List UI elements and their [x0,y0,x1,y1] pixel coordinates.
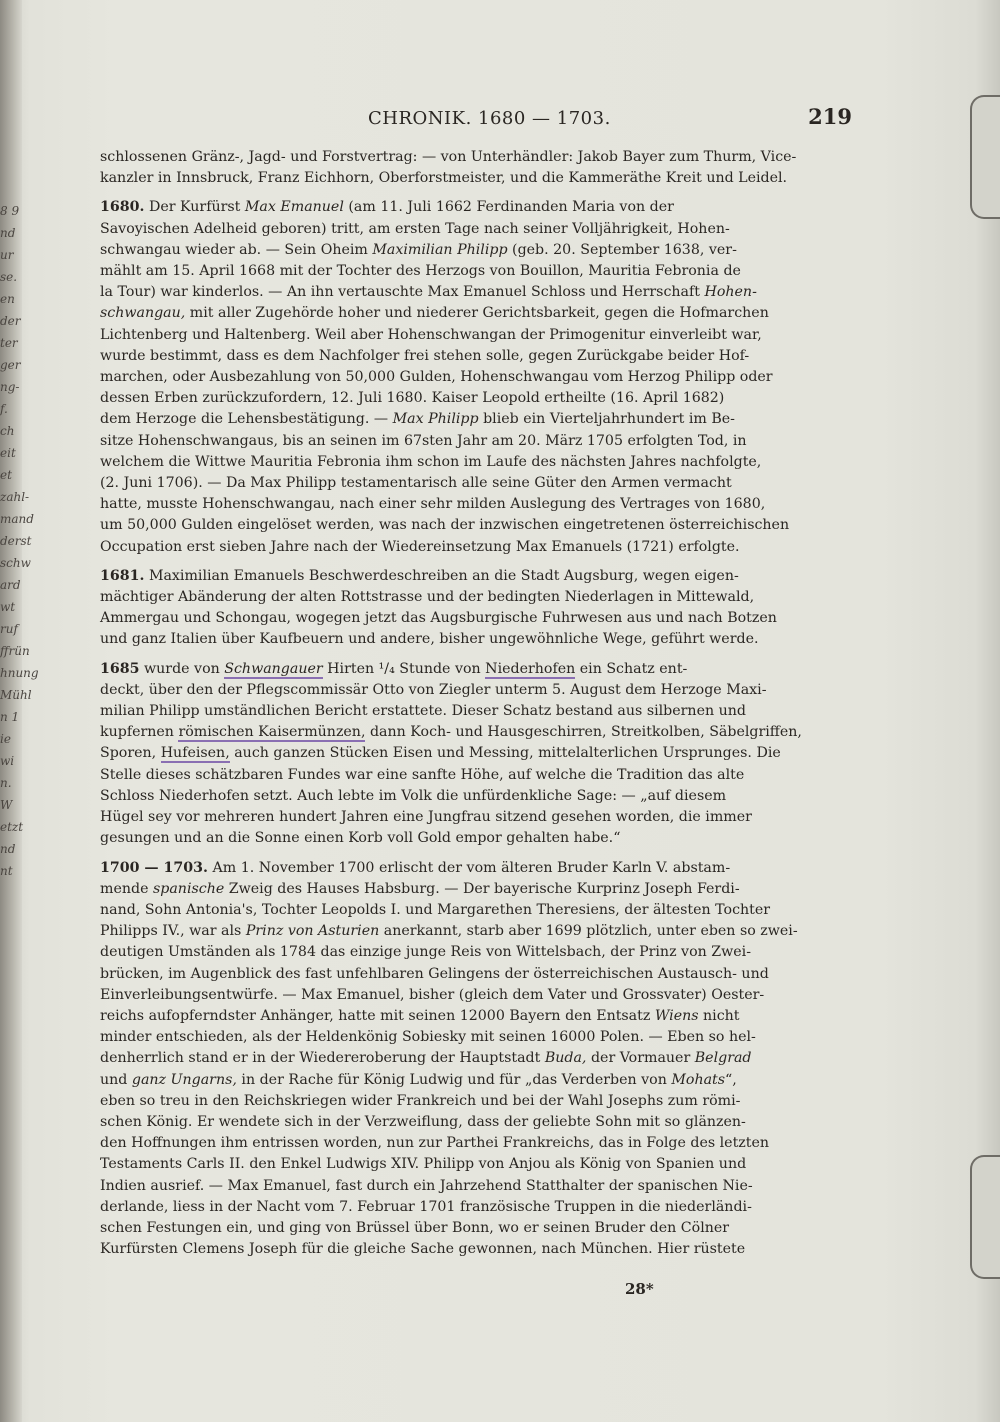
text-line: Testaments Carls II. den Enkel Ludwigs XIV. Philipp von Anjou als König von Spanien und [100,1156,747,1173]
paragraph-1685 [100,659,852,850]
italic-name: schwangau, [100,305,186,322]
text-line: marchen, oder Ausbezahlung von 50,000 Gulden, Hohenschwangau vom Herzog Philipp oder [100,369,773,386]
text-line [100,282,852,303]
text-run: in der Rache für König Ludwig und für „das Verderben von [236,1071,672,1088]
text-run: Am 1. November 1700 erlischt der vom älteren Bruder Karln V. abstam- [207,859,731,876]
text-line [100,197,852,218]
facing-page-edge [0,0,39,1422]
text-line [100,659,852,680]
paragraph-intro [100,147,852,189]
text-line [100,743,852,764]
text-line: Occupation erst sieben Jahre nach der Wiedereinsetzung Max Emanuels (1721) erfolgte. [100,538,740,555]
text-line [100,858,852,879]
text-run: (geb. 20. September 1638, ver- [507,241,737,258]
text-line: welchem die Wittwe Mauritia Febronia ihm schon im Laufe des nächsten Jahres nachfolgte, [100,453,762,470]
italic-place-name: Buda, [544,1050,587,1067]
text-run: mende [100,880,153,897]
text-line: Ammergau und Schongau, wogegen jetzt das Augsburgische Fuhrwesen aus und nach Botzen [100,610,777,627]
italic-name: Max Philipp [392,411,479,428]
text-run: reichs aufopferndster Anhänger, hatte mit seinen 12000 Bayern den Entsatz [100,1007,655,1024]
text-line: Einverleibungsentwürfe. — Max Emanuel, bisher (gleich dem Vater und Grossvater) Oester- [100,986,765,1003]
text-run: ein Schatz ent- [575,660,688,677]
italic-place-name: Mohats [671,1071,726,1088]
running-header [100,104,852,140]
italic-place-name: ganz Ungarns, [131,1071,237,1088]
text-run: dem Herzoge die Lehensbestätigung. — [100,411,393,428]
text-line: Hügel sey vor mehreren hundert Jahren eine Jungfrau sitzend gesehen worden, die immer [100,809,752,826]
text-line: deckt, über den der Pflegscommissär Otto von Ziegler unterm 5. August dem Herzoge Maxi- [100,681,767,698]
italic-title: Prinz von Asturien [245,923,380,940]
text-line: Schloss Niederhofen setzt. Auch lebte im Volk die unfürdenkliche Sage: — „auf diesem [100,787,727,804]
text-line: sitze Hohenschwangaus, bis an seinen im 67sten Jahr am 20. März 1705 erfolgten Tod, in [100,432,747,449]
text-line: und ganz Italien über Kaufbeuern und andere, bisher ungewöhnliche Wege, geführt werde. [100,631,759,648]
underlined-phrase: römischen Kaisermünzen, [178,724,366,741]
text-line: (2. Juni 1706). — Da Max Philipp testamentarisch alle seine Güter den Armen vermacht [100,475,732,492]
italic-place-name: Wiens [654,1007,699,1024]
text-run: Sporen, [100,745,161,762]
text-run: anerkannt, starb aber 1699 plötzlich, unter eben so zwei- [379,923,798,940]
underlined-place-name: Schwangauer [224,660,323,677]
text-line [100,566,852,587]
text-run: Zweig des Hauses Habsburg. — Der bayerische Kurprinz Joseph Ferdi- [224,880,740,897]
italic-name: Maximilian Philipp [372,241,508,258]
text-line [100,1048,852,1069]
text-run: und [100,1071,132,1088]
text-line: brücken, im Augenblick des fast unfehlbaren Gelingens der österreichischen Austausch- und [100,965,769,982]
text-run: schwangau wieder ab. — Sein Oheim [100,241,373,258]
text-run: nicht [698,1007,740,1024]
text-line: schlossenen Gränz-, Jagd- und Forstvertrag: — von Unterhändler: Jakob Bayer zum Thurm, Vice- [100,149,797,165]
text-line: eben so treu in den Reichskriegen wider Frankreich und bei der Wahl Josephs zum römi- [100,1092,741,1109]
page-number: 219 [808,104,852,129]
text-line: Stelle dieses schätzbaren Fundes war eine sanfte Höhe, auf welche die Tradition das alte [100,766,745,783]
text-line: wurde bestimmt, dass es dem Nachfolger frei stehen solle, gegen Zurückgabe beider Hof- [100,347,750,364]
text-run: (am 11. Juli 1662 Ferdinanden Maria von der [343,199,674,216]
text-run: wurde von [139,660,225,677]
year-heading: 1700 — 1703. [100,859,208,876]
text-line: schen König. Er wendete sich in der Verzweiflung, dass der geliebte Sohn mit so glänzen- [100,1113,746,1130]
text-line: nand, Sohn Antonia's, Tochter Leopolds I. und Margarethen Theresiens, der ältesten Tochter [100,901,771,918]
text-line [100,240,852,261]
binding-clip-top [970,95,1000,219]
text-line [100,1006,852,1027]
text-run: der Vormauer [586,1050,695,1067]
signature-mark: 28* [625,1280,654,1298]
text-line [100,921,852,942]
paragraph-1681 [100,566,852,651]
text-run: Philipps IV., war als [100,923,246,940]
paragraph-1680 [100,197,852,557]
text-line: dessen Erben zurückzufordern, 12. Juli 1680. Kaiser Leopold ertheilte (16. April 1682) [100,390,725,407]
text-line: mählt am 15. April 1668 mit der Tochter des Herzogs von Bouillon, Mauritia Febronia de [100,263,741,280]
text-run: Hirten ¹/₄ Stunde von [322,660,486,677]
text-line: derlande, liess in der Nacht vom 7. Februar 1701 französische Truppen in die niederländi- [100,1198,752,1215]
text-line: mächtiger Abänderung der alten Rottstrasse und der bedingten Niederlagen in Mittewald, [100,589,755,606]
paragraph-1700-1703 [100,858,852,1261]
underlined-phrase: Hufeisen, [160,745,230,762]
italic-name: Max Emanuel [244,199,344,216]
text-line [100,1070,852,1091]
text-line: Savoyischen Adelheid geboren) tritt, am ersten Tage nach seiner Volljährigkeit, Hohen- [100,220,730,237]
text-line: minder entschieden, als der Heldenkönig Sobiesky mit seinen 16000 Polen. — Eben so hel- [100,1029,756,1046]
underlined-place-name: Niederhofen [485,660,576,677]
text-line: milian Philipp umständlichen Bericht erstattete. Dieser Schatz bestand aus silbernen und [100,703,746,720]
text-run: Der Kurfürst [144,199,245,216]
text-line: den Hoffnungen ihm entrissen worden, nun zur Parthei Frankreichs, das in Folge des letzten [100,1135,769,1152]
italic-word: spanische [152,880,225,897]
text-run: denherrlich stand er in der Wiedereroberung der Hauptstadt [100,1050,545,1067]
text-line: Kurfürsten Clemens Joseph für die gleiche Sache gewonnen, nach München. Hier rüstete [100,1241,746,1258]
text-line: schen Festungen ein, und ging von Brüssel über Bonn, wo er seinen Bruder den Cölner [100,1219,730,1236]
text-run: kupfernen [100,724,179,741]
italic-place-name: Belgrad [694,1050,752,1067]
text-line: Indien ausrief. — Max Emanuel, fast durch ein Jahrzehend Statthalter der spanischen Nie- [100,1177,753,1194]
text-run: mit aller Zugehörde hoher und niederer Gerichtsbarkeit, gegen die Hofmarchen [185,305,769,322]
year-heading: 1681. [100,567,145,584]
text-run: auch ganzen Stücken Eisen und Messing, mittelalterlichen Ursprunges. Die [229,745,781,762]
text-run: blieb ein Vierteljahrhundert im Be- [478,411,735,428]
text-run: dann Koch- und Hausgeschirren, Streitkolben, Säbelgriffen, [365,724,802,741]
text-line: gesungen und an die Sonne einen Korb voll Gold empor gehalten habe.“ [100,830,621,847]
binding-clip-bottom [970,1155,1000,1279]
text-line: um 50,000 Gulden eingelöset werden, was nach der inzwischen eingetretenen österreichischen [100,517,790,534]
text-line: hatte, musste Hohenschwangau, nach einer sehr milden Auslegung des Vertrages von 1680, [100,496,766,513]
year-heading: 1685 [100,660,140,677]
header-title: CHRONIK. 1680 — 1703. [368,108,611,129]
text-run: Maximilian Emanuels Beschwerdeschreiben an die Stadt Augsburg, wegen eigen- [144,567,739,584]
text-line: kanzler in Innsbruck, Franz Eichhorn, Oberforstmeister, und die Kammeräthe Kreit und Leidel. [100,170,788,187]
text-run: la Tour) war kinderlos. — An ihn vertauschte Max Emanuel Schloss und Herrschaft [100,284,705,301]
text-line: deutigen Umständen als 1784 das einzige junge Reis von Wittelsbach, der Prinz von Zwei- [100,944,751,961]
text-line [100,722,852,743]
facing-page-text: 8 9 nd ur se. en der ter ger ng- f. ch eit et zahl- mand derst schw ard wt ruf ffrün hnung Mühl n 1 ie wi n. W etzt nd nt [0,204,39,878]
italic-name: Hohen- [704,284,757,301]
text-line [100,409,852,430]
text-run: “, [725,1071,737,1088]
text-line: Lichtenberg und Haltenberg. Weil aber Hohenschwangan der Primogenitur einverleibt war, [100,326,762,343]
page-body [100,147,852,1268]
year-heading: 1680. [100,199,145,216]
text-line [100,879,852,900]
text-line [100,303,852,324]
